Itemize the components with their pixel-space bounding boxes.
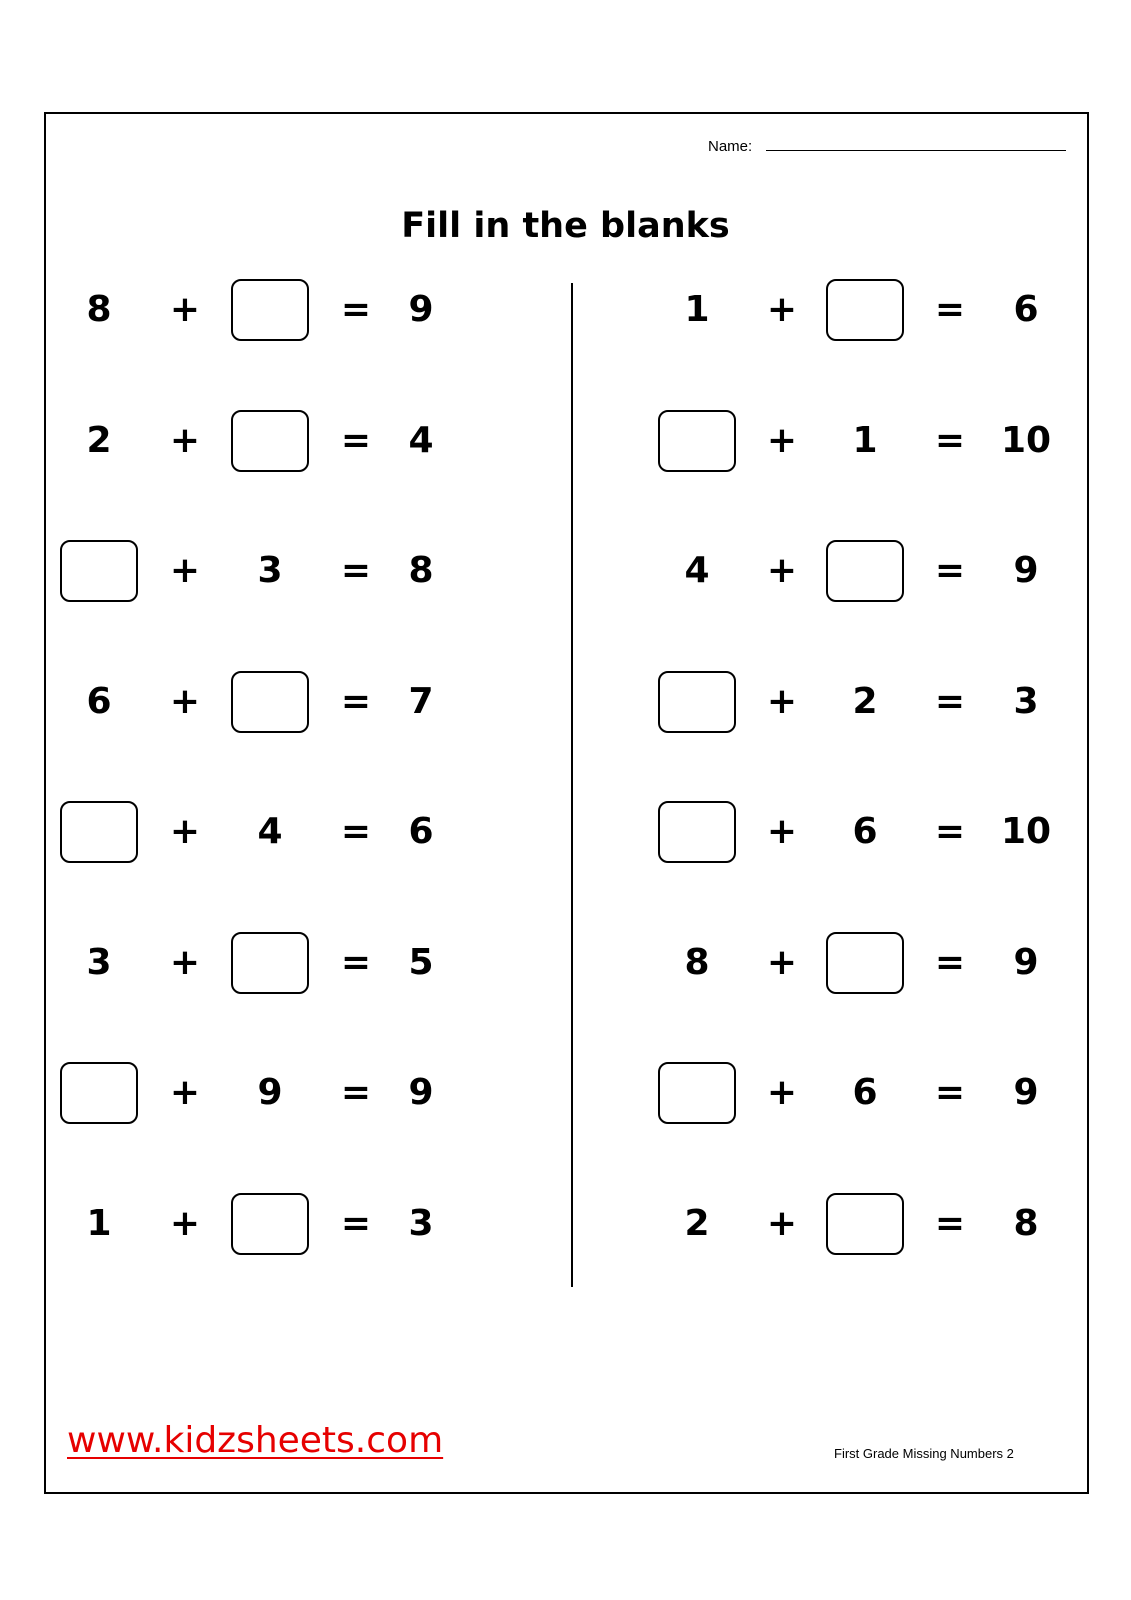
result-value: 9 — [408, 289, 434, 330]
plus-sign: + — [169, 942, 201, 983]
operand-a: 1 — [684, 289, 710, 330]
operand-b: 6 — [852, 811, 878, 852]
operand-b: 2 — [852, 681, 878, 722]
plus-sign: + — [766, 289, 798, 330]
result-value: 9 — [1013, 550, 1039, 591]
operand-a: 2 — [684, 1203, 710, 1244]
equals-sign: = — [934, 289, 966, 330]
equation-row — [0, 931, 1131, 995]
plus-sign: + — [766, 811, 798, 852]
result-value: 4 — [408, 420, 434, 461]
plus-sign: + — [766, 550, 798, 591]
plus-sign: + — [766, 1203, 798, 1244]
equals-sign: = — [934, 550, 966, 591]
name-label: Name: — [708, 138, 753, 155]
equals-sign: = — [340, 811, 372, 852]
operand-a: 3 — [86, 942, 112, 983]
operand-a: 4 — [684, 550, 710, 591]
equation-row — [0, 1192, 1131, 1256]
result-value: 7 — [408, 681, 434, 722]
plus-sign: + — [766, 420, 798, 461]
plus-sign: + — [169, 1203, 201, 1244]
equals-sign: = — [340, 1203, 372, 1244]
equals-sign: = — [340, 942, 372, 983]
sheet-code: First Grade Missing Numbers 2 — [834, 1446, 1014, 1461]
result-value: 5 — [408, 942, 434, 983]
plus-sign: + — [169, 681, 201, 722]
equation-row — [0, 1061, 1131, 1125]
answer-box[interactable] — [658, 801, 736, 863]
answer-box[interactable] — [826, 540, 904, 602]
result-value: 9 — [1013, 1072, 1039, 1113]
result-value: 8 — [1013, 1203, 1039, 1244]
equation-row — [0, 539, 1131, 603]
equals-sign: = — [934, 1203, 966, 1244]
equals-sign: = — [934, 811, 966, 852]
result-value: 10 — [1000, 811, 1052, 852]
equals-sign: = — [934, 681, 966, 722]
equals-sign: = — [340, 289, 372, 330]
equals-sign: = — [340, 550, 372, 591]
plus-sign: + — [766, 942, 798, 983]
operand-a: 1 — [86, 1203, 112, 1244]
equals-sign: = — [934, 420, 966, 461]
name-field[interactable] — [708, 136, 1066, 155]
equals-sign: = — [340, 681, 372, 722]
result-value: 6 — [1013, 289, 1039, 330]
equation-row — [0, 409, 1131, 473]
answer-box[interactable] — [826, 279, 904, 341]
operand-b: 1 — [852, 420, 878, 461]
operand-a: 8 — [684, 942, 710, 983]
result-value: 9 — [408, 1072, 434, 1113]
equals-sign: = — [934, 942, 966, 983]
equation-row — [0, 278, 1131, 342]
website-link[interactable]: www.kidzsheets.com — [67, 1420, 444, 1461]
answer-box[interactable] — [658, 1062, 736, 1124]
result-value: 9 — [1013, 942, 1039, 983]
plus-sign: + — [766, 1072, 798, 1113]
result-value: 6 — [408, 811, 434, 852]
result-value: 10 — [1000, 420, 1052, 461]
answer-box[interactable] — [826, 1193, 904, 1255]
plus-sign: + — [169, 1072, 201, 1113]
name-blank-line[interactable] — [766, 136, 1066, 151]
equals-sign: = — [934, 1072, 966, 1113]
equals-sign: = — [340, 1072, 372, 1113]
operand-a: 8 — [86, 289, 112, 330]
equation-row — [0, 800, 1131, 864]
result-value: 3 — [408, 1203, 434, 1244]
plus-sign: + — [169, 420, 201, 461]
answer-box[interactable] — [826, 932, 904, 994]
page-title: Fill in the blanks — [401, 206, 730, 246]
equation-row — [0, 670, 1131, 734]
operand-b: 9 — [257, 1072, 283, 1113]
operand-b: 3 — [257, 550, 283, 591]
plus-sign: + — [169, 550, 201, 591]
operand-a: 2 — [86, 420, 112, 461]
operand-b: 6 — [852, 1072, 878, 1113]
answer-box[interactable] — [658, 671, 736, 733]
operand-b: 4 — [257, 811, 283, 852]
answer-box[interactable] — [658, 410, 736, 472]
plus-sign: + — [169, 289, 201, 330]
plus-sign: + — [169, 811, 201, 852]
equals-sign: = — [340, 420, 372, 461]
result-value: 8 — [408, 550, 434, 591]
operand-a: 6 — [86, 681, 112, 722]
plus-sign: + — [766, 681, 798, 722]
result-value: 3 — [1013, 681, 1039, 722]
